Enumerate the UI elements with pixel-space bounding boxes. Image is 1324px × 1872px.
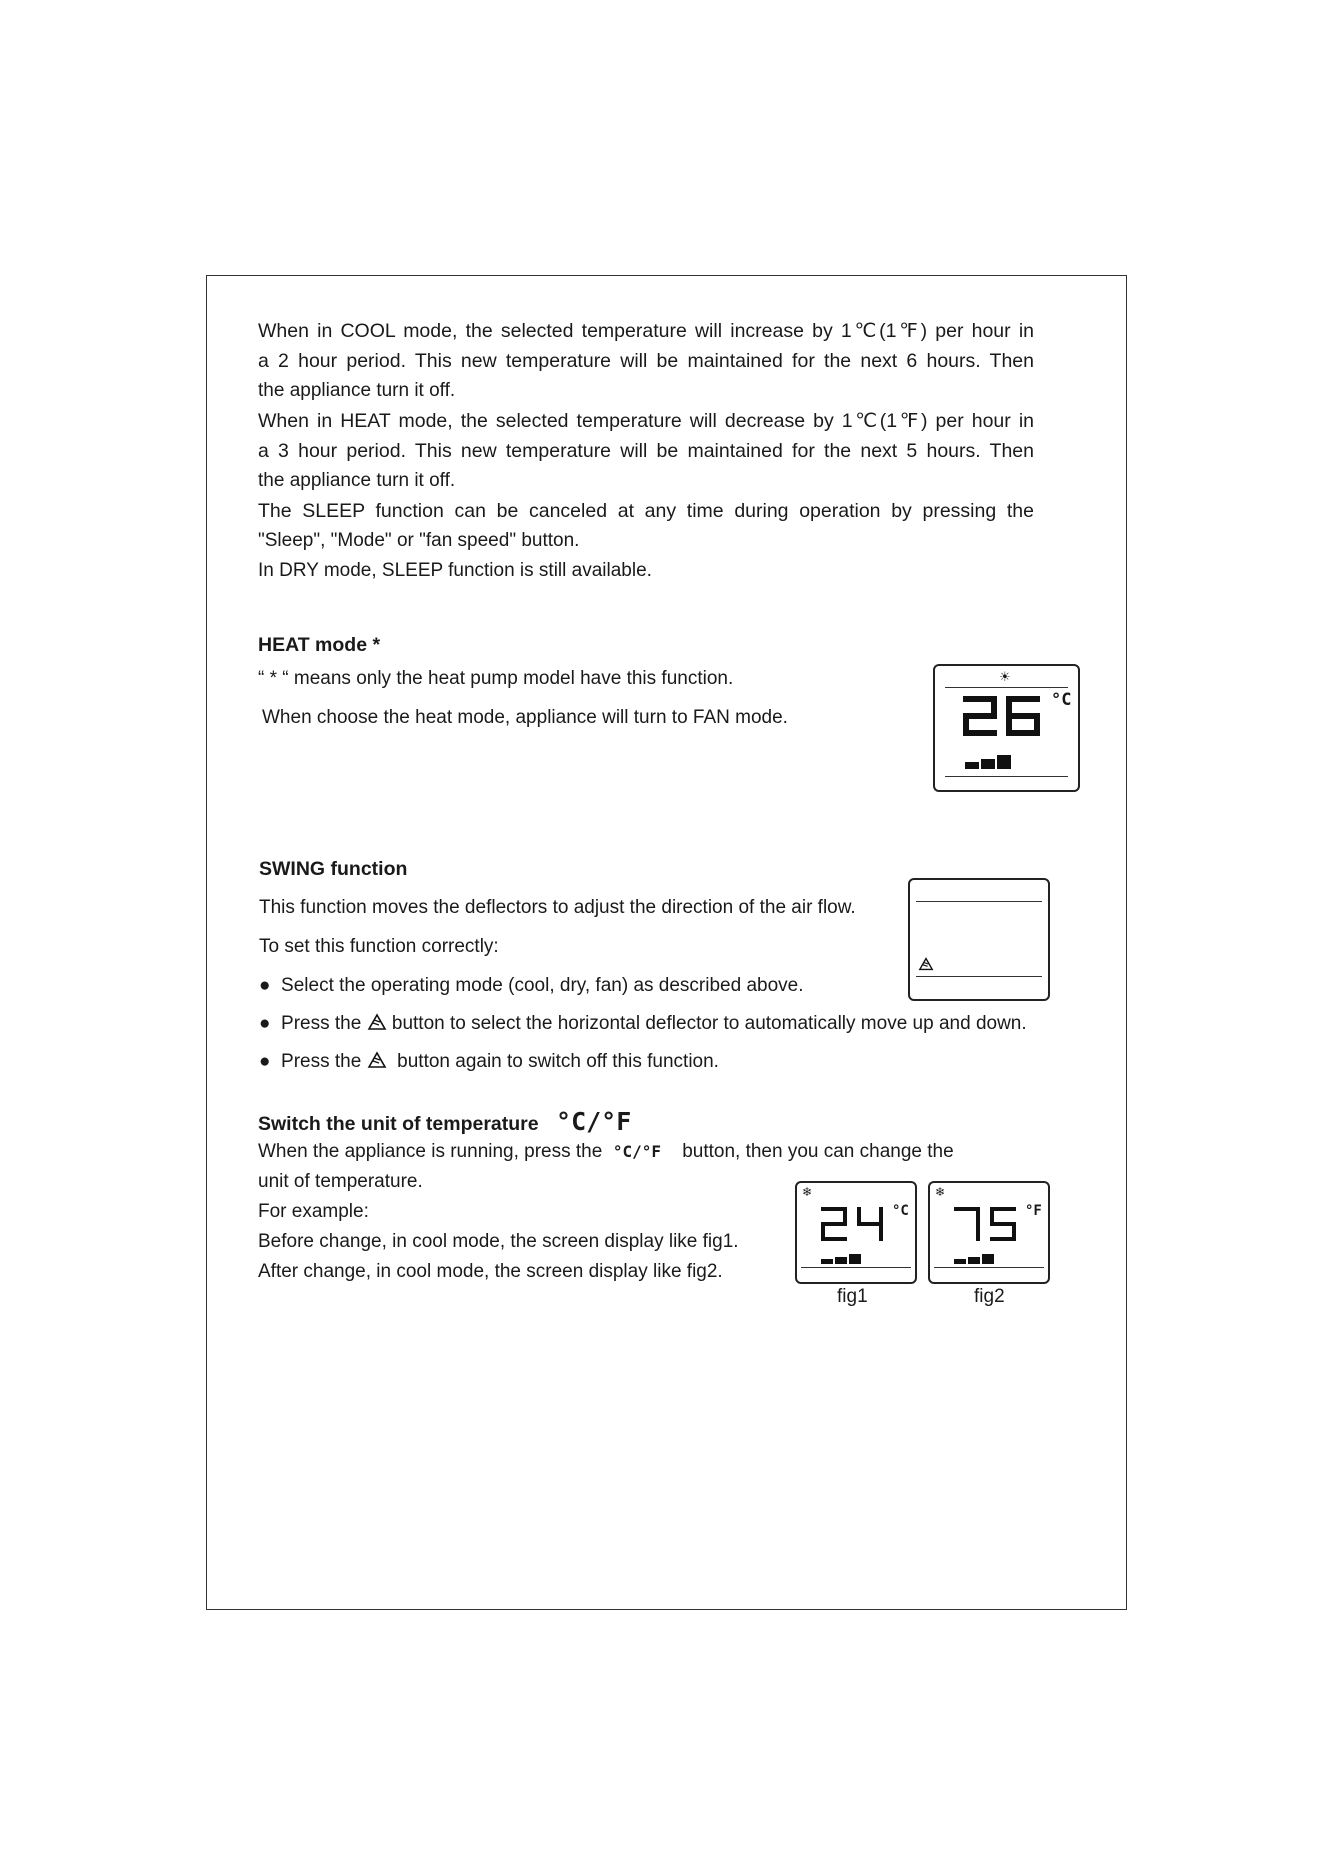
swing-bullet-3: ● Press the button again to switch off this function. <box>259 1051 719 1072</box>
unit-symbol-inline: °C/°F <box>612 1142 662 1161</box>
unit-line-2: unit of temperature. <box>258 1171 423 1192</box>
unit-line-5: After change, in cool mode, the screen display like fig2. <box>258 1261 723 1282</box>
unit-line-1: When the appliance is running, press the °C/°F button, then you can change the <box>258 1141 954 1162</box>
sleep-line-2: a 2 hour period. This new temperature will be maintained for the next 6 hours. Then <box>258 350 1034 372</box>
segment-7-c <box>976 1224 980 1241</box>
heat-display <box>933 664 1080 792</box>
fig2-caption: fig2 <box>974 1286 1005 1307</box>
swing-heading: SWING function <box>259 858 408 880</box>
sleep-line-3: the appliance turn it off. <box>258 380 456 401</box>
snowflake-icon: ❄ <box>802 1185 813 1199</box>
sleep-line-5: a 3 hour period. This new temperature will be maintained for the next 5 hours. Then <box>258 440 1034 462</box>
segment-2-d <box>821 1237 847 1241</box>
fig2-display <box>928 1181 1050 1284</box>
heat-text: When choose the heat mode, appliance will turn to FAN mode. <box>262 707 788 728</box>
swing-icon <box>367 1051 387 1069</box>
swing-icon <box>367 1013 387 1031</box>
sleep-line-7: The SLEEP function can be canceled at any time during operation by pressing the <box>258 500 1034 522</box>
segment-2-d <box>963 730 997 736</box>
fig2-temp-unit: °F <box>1025 1203 1042 1219</box>
heat-heading: HEAT mode * <box>258 634 381 656</box>
segment-5-d <box>990 1237 1016 1241</box>
fig1-temp-unit: °C <box>892 1203 909 1219</box>
fig1-display <box>795 1181 917 1284</box>
snowflake-icon: ❄ <box>935 1185 946 1199</box>
swing-line-1: This function moves the deflectors to adjust the direction of the air flow. <box>259 897 856 918</box>
swing-bullet-2: ● Press the button to select the horizontal deflector to automatically move up and down. <box>259 1013 1027 1034</box>
segment-4-b <box>879 1207 883 1224</box>
fig1-caption: fig1 <box>837 1286 868 1307</box>
unit-line-3: For example: <box>258 1201 369 1222</box>
heat-note: “ * “ means only the heat pump model have this function. <box>258 668 734 689</box>
swing-line-2: To set this function correctly: <box>259 936 499 957</box>
swing-display <box>908 878 1050 1001</box>
unit-symbol-heading: °C/°F <box>556 1107 632 1136</box>
swing-icon <box>918 957 934 971</box>
sleep-line-1: When in COOL mode, the selected temperature will increase by 1℃(1℉) per hour in <box>258 320 1034 342</box>
sleep-line-8: "Sleep", "Mode" or "fan speed" button. <box>258 530 580 551</box>
sun-icon: ☀ <box>999 669 1011 684</box>
sleep-line-9: In DRY mode, SLEEP function is still available. <box>258 560 652 581</box>
sleep-line-6: the appliance turn it off. <box>258 470 456 491</box>
segment-7-b <box>976 1207 980 1224</box>
segment-6-c <box>1034 716 1040 736</box>
heat-temp-unit: °C <box>1051 690 1072 710</box>
segment-4-c <box>879 1224 883 1241</box>
unit-line-4: Before change, in cool mode, the screen display like fig1. <box>258 1231 739 1252</box>
swing-bullet-1: ● Select the operating mode (cool, dry, fan) as described above. <box>259 975 804 996</box>
sleep-line-4: When in HEAT mode, the selected temperature will decrease by 1℃(1℉) per hour in <box>258 410 1034 432</box>
unit-heading: Switch the unit of temperature °C/°F <box>258 1107 632 1136</box>
